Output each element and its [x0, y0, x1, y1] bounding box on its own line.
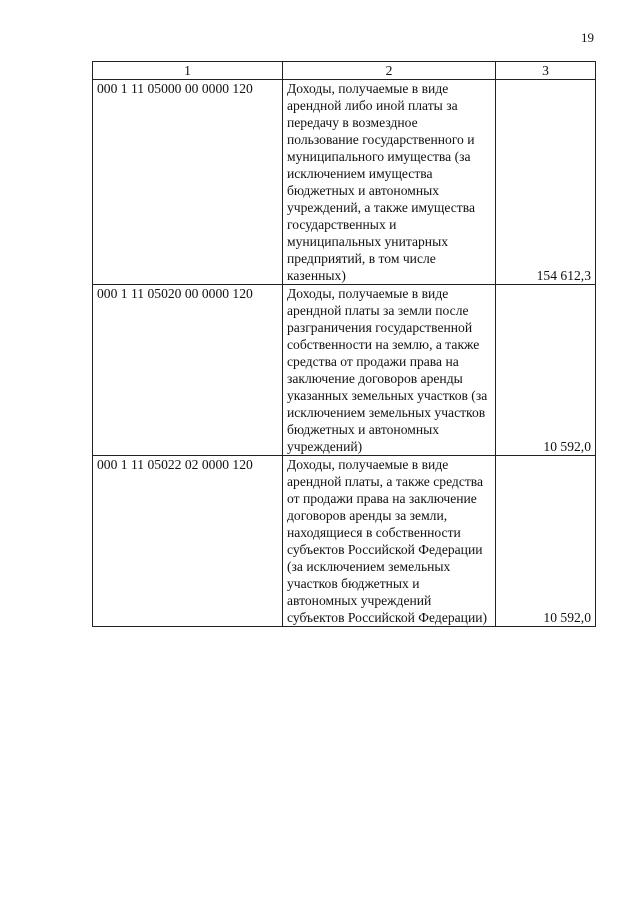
- budget-code: 000 1 11 05020 00 0000 120: [93, 285, 283, 456]
- budget-revenue-table: [92, 61, 596, 627]
- column-header-3: 3: [496, 62, 596, 80]
- table-row: [93, 456, 596, 627]
- table-row: [93, 80, 596, 285]
- revenue-description: Доходы, получаемые в виде арендной платы, а также средства от продажи права на заключение договоров аренды за земли, находящиеся в собственности субъектов Российской Федерации (за исключением земельных участков бюджетных и автономных учреждений субъектов Российской Федерации): [283, 456, 496, 627]
- page-number: 19: [581, 30, 594, 45]
- budget-code: 000 1 11 05000 00 0000 120: [93, 80, 283, 285]
- table-row: [93, 285, 596, 456]
- column-header-2: 2: [283, 62, 496, 80]
- budget-code: 000 1 11 05022 02 0000 120: [93, 456, 283, 627]
- revenue-description: Доходы, получаемые в виде арендной либо иной платы за передачу в возмездное пользование государственного и муниципального имущества (за исключением имущества бюджетных и автономных учреждений, а также имущества государственных и муниципальных унитарных предприятий, в том числе казенных): [283, 80, 496, 285]
- revenue-amount: 154 612,3: [496, 80, 596, 285]
- revenue-amount: 10 592,0: [496, 285, 596, 456]
- column-header-1: 1: [93, 62, 283, 80]
- revenue-description: Доходы, получаемые в виде арендной платы за земли после разграничения государственной собственности на землю, а также средства от продажи права на заключение договоров аренды указанных земельных участков (за исключением земельных участков бюджетных и автономных учреждений): [283, 285, 496, 456]
- revenue-amount: 10 592,0: [496, 456, 596, 627]
- table-header-row: [93, 62, 596, 80]
